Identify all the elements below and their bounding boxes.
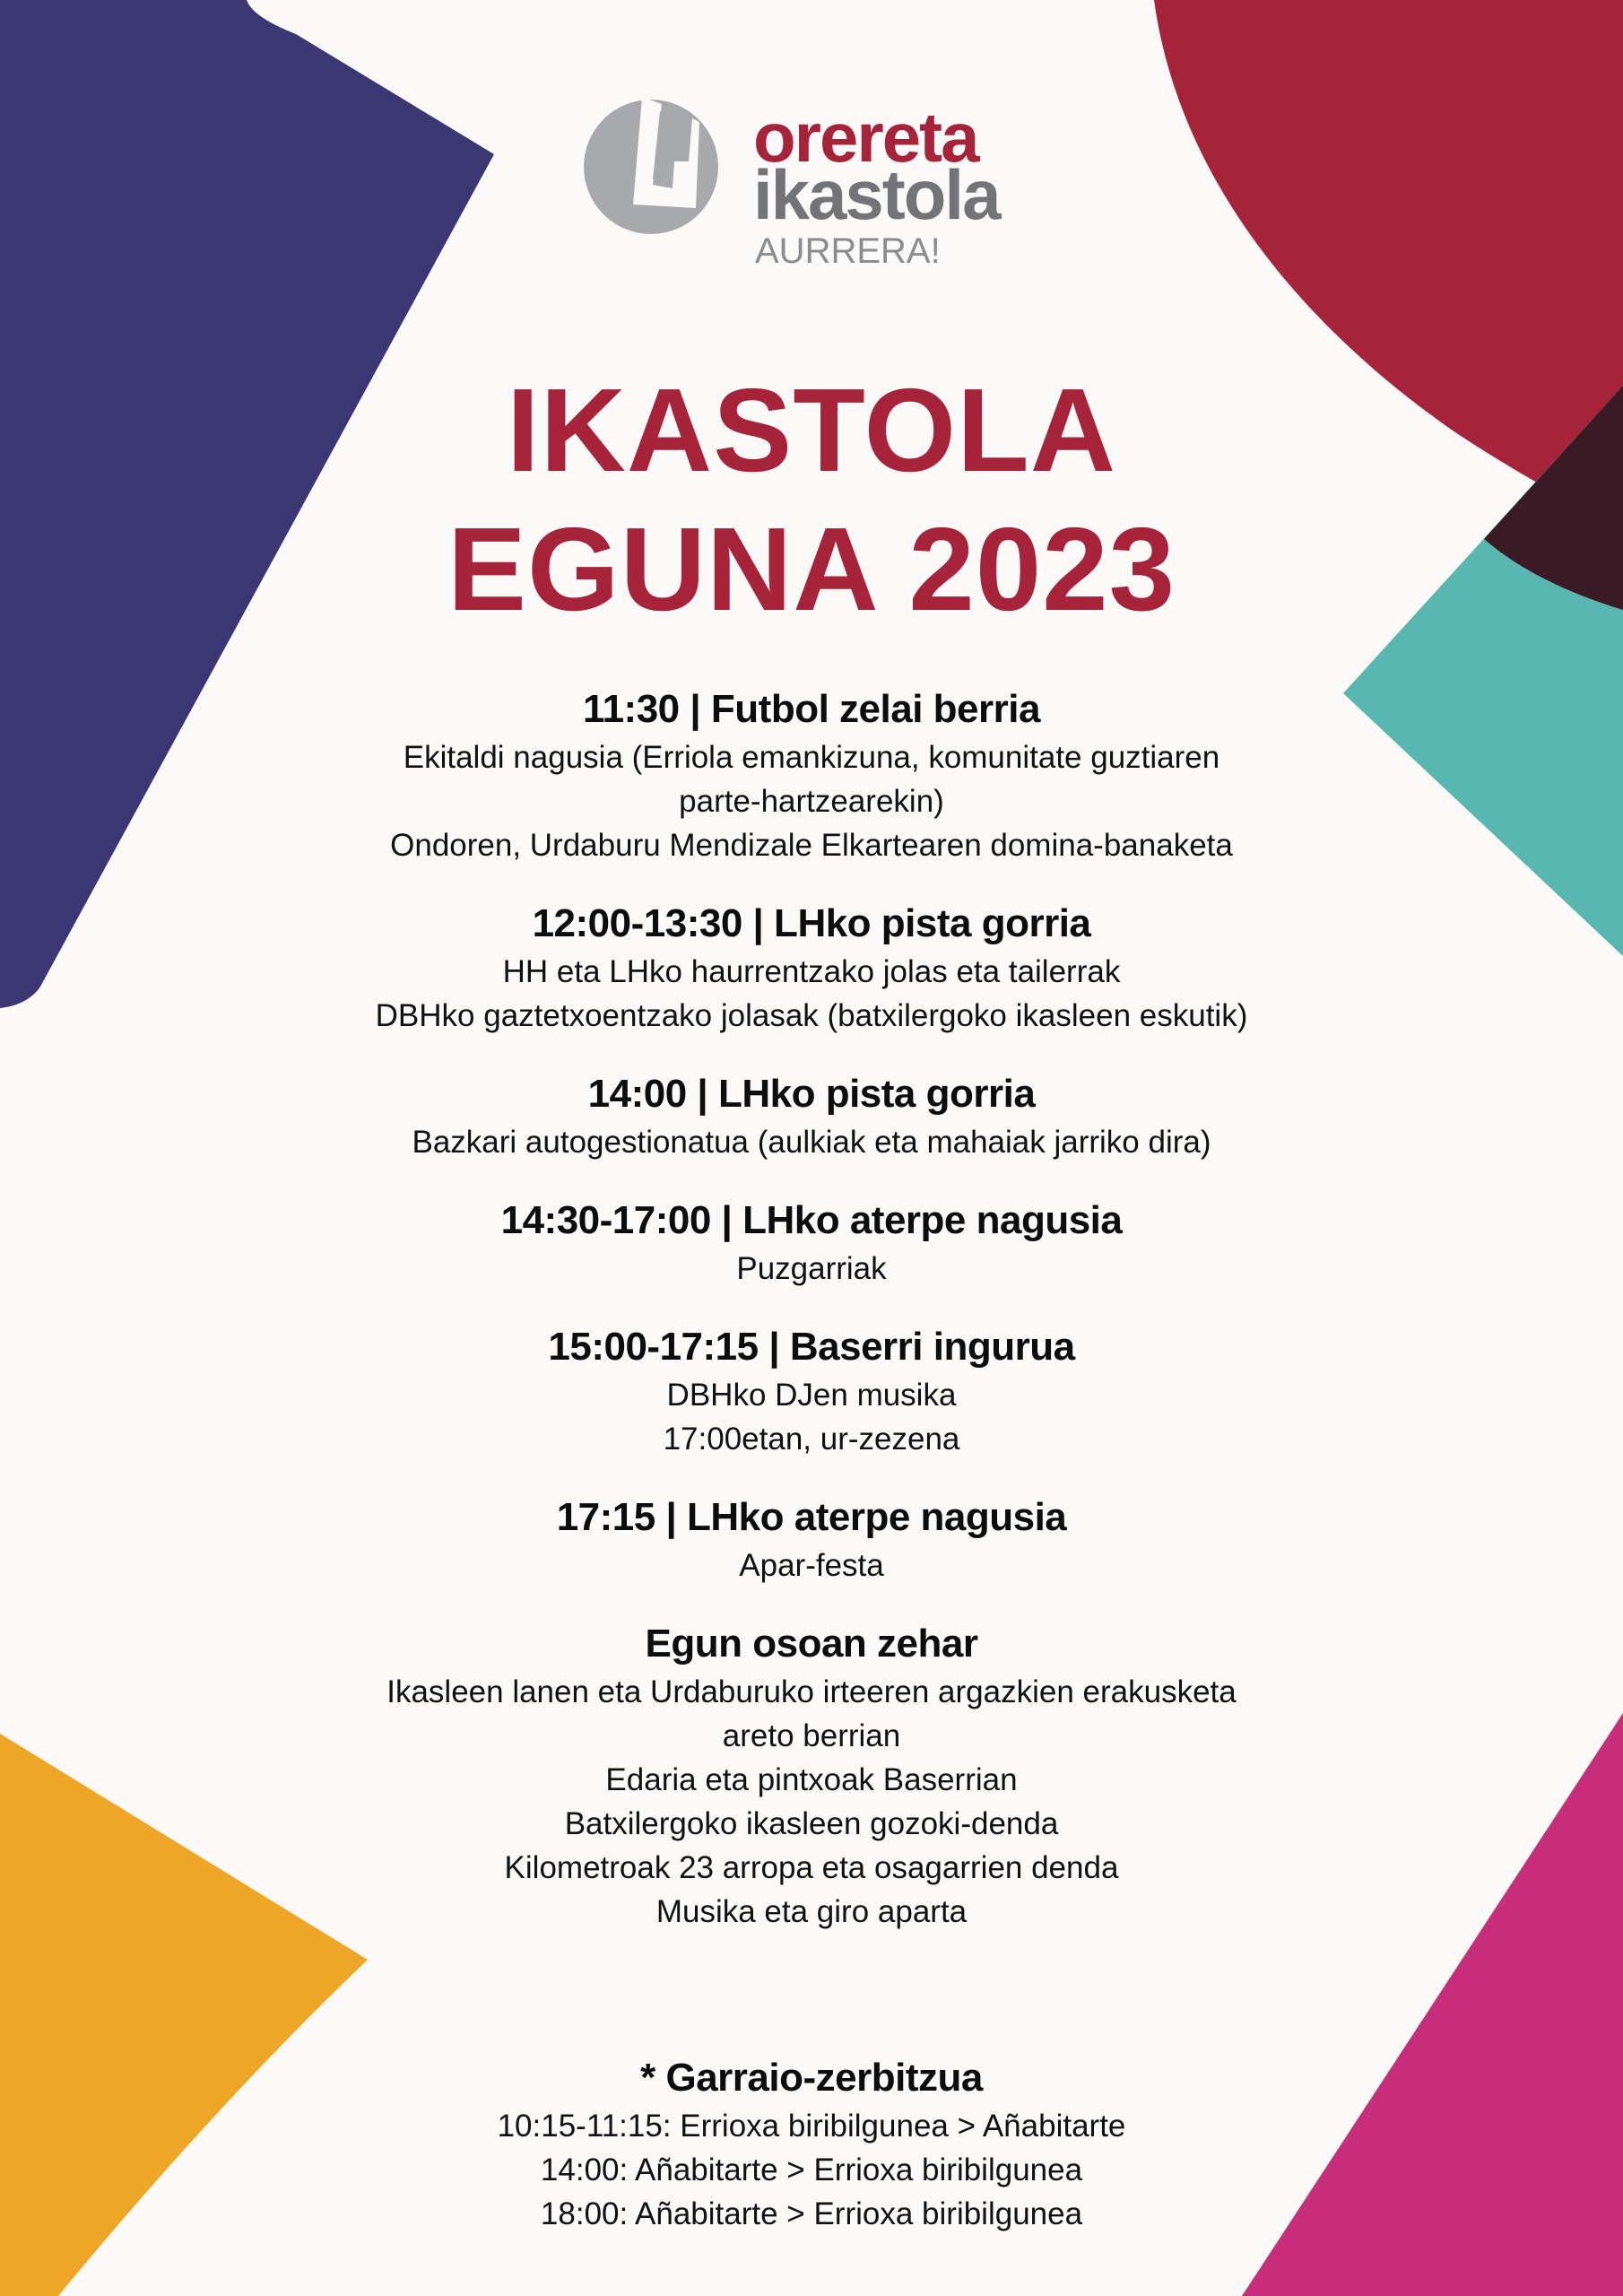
schedule-item-line: Puzgarriak [736,1251,887,1286]
transport-line: 18:00: Añabitarte > Errioxa biribilgunea [540,2196,1083,2231]
schedule-item [273,1195,1350,1291]
logo-tagline: AURRERA! [755,231,941,271]
schedule-item-heading: 11:30 | Futbol zelai berria [583,687,1040,731]
schedule-item-line: Bazkari autogestionatua (aulkiak eta mahaiak jarriko dira) [412,1125,1211,1160]
schedule-item-line: Apar-festa [739,1548,884,1583]
transport-line: 14:00: Añabitarte > Errioxa biribilgunea [540,2152,1083,2187]
schedule-item-line: parte-hartzearekin) [679,784,944,819]
schedule-item-heading: 12:00-13:30 | LHko pista gorria [532,901,1091,945]
schedule-item-line: Musika eta giro aparta [655,1894,968,1929]
schedule-item-heading: Egun osoan zehar [645,1622,978,1665]
transport-line: 10:15-11:15: Errioxa biribilgunea > Añabitarte [497,2109,1126,2144]
schedule-item [273,898,1350,1038]
schedule-item [273,1321,1350,1461]
page-title-line-1: IKASTOLA [506,364,1117,496]
schedule-item-line: Edaria eta pintxoak Baserrian [605,1762,1018,1797]
schedule-item-heading: 17:15 | LHko aterpe nagusia [556,1495,1067,1539]
schedule-item-line: 17:00etan, ur-zezena [663,1422,960,1457]
transport-service [273,2052,1350,2236]
schedule-item-line: DBHko gaztetxoentzako jolasak (batxilergoko ikasleen eskutik) [375,998,1248,1033]
school-logo [583,99,1049,278]
schedule-item-line: Kilometroak 23 arropa eta osagarrien denda [504,1850,1119,1885]
schedule-item [273,1068,1350,1164]
schedule-item [273,1492,1350,1587]
schedule-item-line: HH eta LHko haurrentzako jolas eta tailerrak [502,954,1121,989]
page-title-line-2: EGUNA 2023 [447,503,1176,635]
schedule-item [273,683,1350,867]
schedule-item-heading: 15:00-17:15 | Baserri ingurua [548,1325,1075,1369]
event-schedule [273,683,1350,1953]
schedule-item-line: Ekitaldi nagusia (Erriola emankizuna, komunitate guztiaren [403,740,1220,775]
schedule-item-all-day [273,1618,1350,1934]
logo-word-orereta: orereta [753,98,978,177]
schedule-item-line: DBHko DJen musika [666,1378,957,1413]
schedule-item-line: Ikasleen lanen eta Urdaburuko irteeren argazkien erakusketa [386,1674,1237,1709]
schedule-item-line: areto berrian [722,1718,901,1753]
ikastola-circle-logo-icon [583,99,719,235]
schedule-item-line: Batxilergoko ikasleen gozoki-denda [564,1806,1059,1841]
logo-word-ikastola: ikastola [753,155,1000,234]
transport-heading: * Garraio-zerbitzua [640,2056,983,2100]
schedule-item-line: Ondoren, Urdaburu Mendizale Elkartearen domina-banaketa [390,828,1233,863]
schedule-item-heading: 14:00 | LHko pista gorria [587,1072,1036,1116]
schedule-item-heading: 14:30-17:00 | LHko aterpe nagusia [500,1198,1123,1242]
